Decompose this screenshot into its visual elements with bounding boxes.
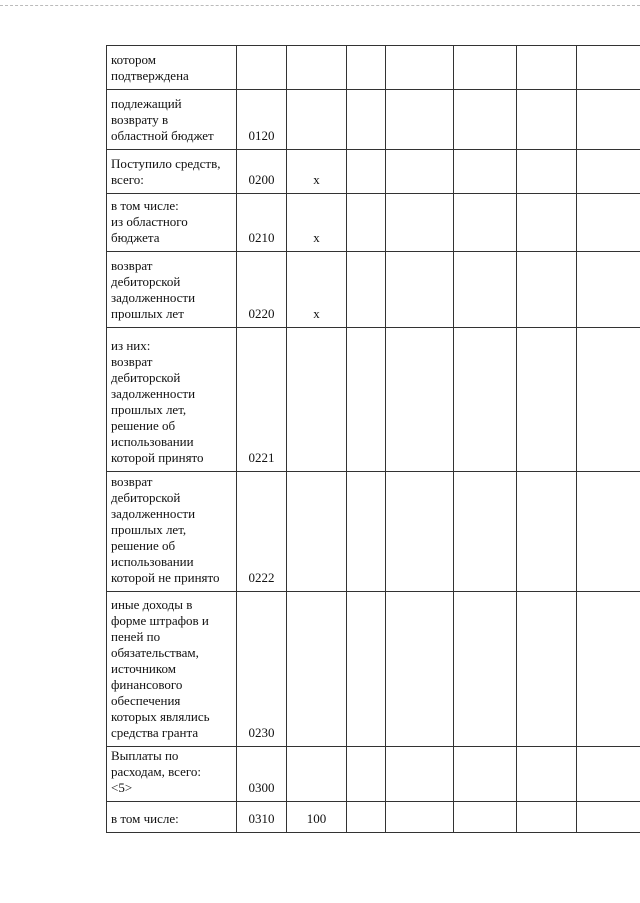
empty-cell [454, 592, 517, 747]
table-row [107, 194, 640, 252]
empty-cell [577, 90, 640, 150]
cell-value: x [287, 194, 347, 252]
row-label: в том числе: [107, 802, 237, 833]
row-label: подлежащий возврату в областной бюджет [107, 90, 237, 150]
empty-cell [454, 252, 517, 328]
row-label: из них: возврат дебиторской задолженности прошлых лет, решение об использовании которой принято [107, 328, 237, 472]
row-code: 0221 [237, 328, 287, 472]
empty-cell [517, 747, 577, 802]
row-code: 0210 [237, 194, 287, 252]
empty-cell [347, 90, 386, 150]
empty-cell [386, 150, 454, 194]
empty-cell [454, 46, 517, 90]
row-label: в том числе: из областного бюджета [107, 194, 237, 252]
empty-cell [454, 747, 517, 802]
row-code: 0300 [237, 747, 287, 802]
empty-cell [386, 802, 454, 833]
empty-cell [347, 194, 386, 252]
table-row [107, 592, 640, 747]
empty-cell [454, 90, 517, 150]
empty-cell [517, 90, 577, 150]
report-table [106, 45, 640, 833]
table-row [107, 252, 640, 328]
empty-cell [347, 252, 386, 328]
table-row [107, 90, 640, 150]
table-row [107, 747, 640, 802]
cell-value [287, 472, 347, 592]
empty-cell [386, 194, 454, 252]
empty-cell [517, 150, 577, 194]
empty-cell [386, 90, 454, 150]
table-row [107, 802, 640, 833]
empty-cell [454, 194, 517, 252]
empty-cell [577, 194, 640, 252]
empty-cell [386, 472, 454, 592]
cell-value [287, 747, 347, 802]
empty-cell [577, 592, 640, 747]
cell-value [287, 592, 347, 747]
page-edge-line [0, 5, 640, 6]
row-label: котором подтверждена [107, 46, 237, 90]
empty-cell [577, 328, 640, 472]
empty-cell [517, 802, 577, 833]
row-code: 0200 [237, 150, 287, 194]
empty-cell [517, 328, 577, 472]
empty-cell [517, 194, 577, 252]
empty-cell [347, 592, 386, 747]
empty-cell [454, 472, 517, 592]
empty-cell [347, 472, 386, 592]
cell-value: 100 [287, 802, 347, 833]
empty-cell [454, 150, 517, 194]
row-code: 0230 [237, 592, 287, 747]
empty-cell [347, 747, 386, 802]
empty-cell [454, 802, 517, 833]
empty-cell [517, 592, 577, 747]
row-code [237, 46, 287, 90]
empty-cell [347, 802, 386, 833]
row-label: Выплаты по расходам, всего: <5> [107, 747, 237, 802]
empty-cell [577, 252, 640, 328]
cell-value: x [287, 150, 347, 194]
table-row [107, 328, 640, 472]
row-label: возврат дебиторской задолженности прошлых лет, решение об использовании которой не принято [107, 472, 237, 592]
empty-cell [577, 802, 640, 833]
cell-value: x [287, 252, 347, 328]
empty-cell [386, 592, 454, 747]
empty-cell [577, 472, 640, 592]
empty-cell [347, 150, 386, 194]
cell-value [287, 90, 347, 150]
row-code: 0310 [237, 802, 287, 833]
empty-cell [454, 328, 517, 472]
empty-cell [517, 252, 577, 328]
row-code: 0222 [237, 472, 287, 592]
empty-cell [347, 328, 386, 472]
table-row [107, 472, 640, 592]
row-label: возврат дебиторской задолженности прошлых лет [107, 252, 237, 328]
cell-value [287, 46, 347, 90]
empty-cell [347, 46, 386, 90]
row-code: 0120 [237, 90, 287, 150]
table-row [107, 46, 640, 90]
cell-value [287, 328, 347, 472]
empty-cell [577, 747, 640, 802]
table-row [107, 150, 640, 194]
empty-cell [517, 472, 577, 592]
row-code: 0220 [237, 252, 287, 328]
empty-cell [517, 46, 577, 90]
empty-cell [386, 46, 454, 90]
empty-cell [577, 46, 640, 90]
row-label: иные доходы в форме штрафов и пеней по обязательствам, источником финансового обеспечения которых являлись средства гранта [107, 592, 237, 747]
row-label: Поступило средств, всего: [107, 150, 237, 194]
empty-cell [577, 150, 640, 194]
empty-cell [386, 328, 454, 472]
empty-cell [386, 252, 454, 328]
empty-cell [386, 747, 454, 802]
